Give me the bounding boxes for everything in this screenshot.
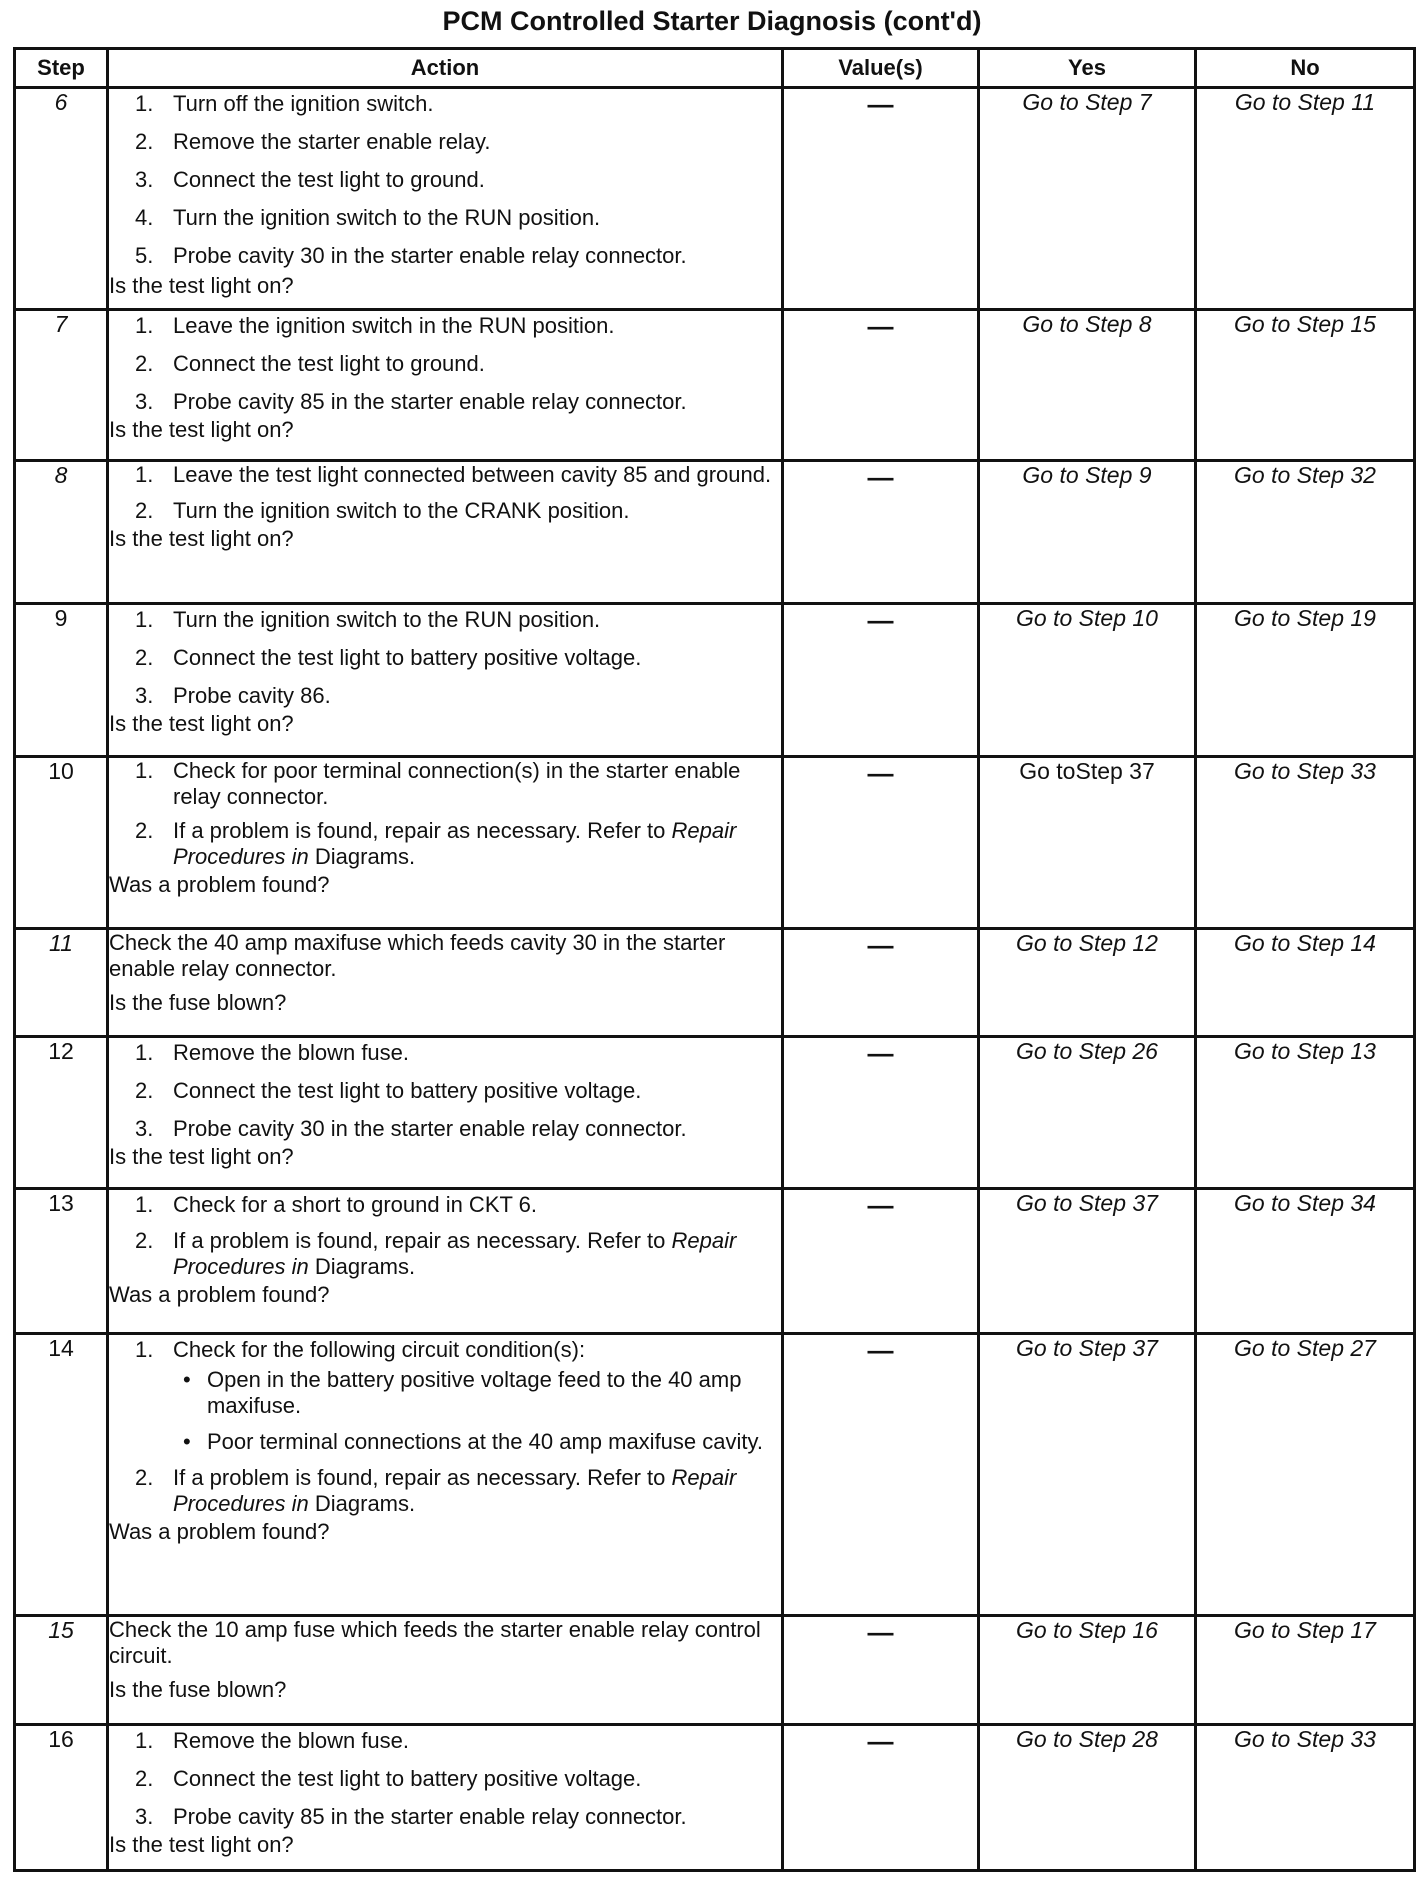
question-text: Was a problem found? [109,1519,330,1544]
table-row-step-8 [15,461,1415,604]
no-cell: Go to Step 33 [1196,1725,1415,1871]
value-cell: — [783,1037,979,1189]
step-number: 6 [15,88,108,310]
yes-cell: Go to Step 28 [979,1725,1196,1871]
list-item: 2. Remove the starter enable relay. [135,129,491,154]
table-header-row [15,49,1415,88]
table-row-step-11 [15,929,1415,1037]
action-cell [108,929,783,1037]
action-cell [108,757,783,929]
table-row-step-10 [15,757,1415,929]
yes-cell: Go to Step 12 [979,929,1196,1037]
no-cell: Go to Step 19 [1196,604,1415,757]
no-cell: Go to Step 17 [1196,1616,1415,1725]
action-cell [108,1616,783,1725]
reference-text: Repair Procedures in [173,1228,737,1279]
action-cell [108,1037,783,1189]
list-item: 2. If a problem is found, repair as necessary. Refer to Repair Procedures in Diagrams. [135,1228,737,1279]
value-cell: — [783,1189,979,1334]
question-text: Is the test light on? [109,1144,294,1169]
yes-cell: Go to Step 9 [979,461,1196,604]
list-item: 1. Remove the blown fuse. [135,1040,410,1065]
step-number: 7 [15,310,108,461]
no-cell: Go to Step 34 [1196,1189,1415,1334]
list-item: 1. Remove the blown fuse. [135,1728,410,1753]
yes-cell: Go to Step 16 [979,1616,1196,1725]
value-cell: — [783,604,979,757]
action-text: Check the 10 amp fuse which feeds the starter enable relay control circuit. [109,1617,761,1668]
value-cell: — [783,461,979,604]
no-cell: Go to Step 27 [1196,1334,1415,1616]
list-item: 3. Probe cavity 85 in the starter enable relay connector. [135,1804,687,1829]
action-list [109,89,781,271]
list-item: 1. Check for poor terminal connection(s) in the starter enable relay connector. [135,758,741,809]
table-row-step-15 [15,1616,1415,1725]
question-text: Is the test light on? [109,711,294,736]
header-no: No [1196,49,1415,88]
step-number: 12 [15,1037,108,1189]
action-cell [108,1334,783,1616]
action-list [109,605,781,711]
yes-cell: Go toStep 37 [979,757,1196,929]
action-list [109,1335,781,1517]
list-item: 3. Probe cavity 85 in the starter enable relay connector. [135,389,687,414]
table-row-step-13 [15,1189,1415,1334]
no-cell: Go to Step 13 [1196,1037,1415,1189]
list-item: 1. Leave the ignition switch in the RUN position. [135,313,615,338]
list-item: 2. Connect the test light to battery positive voltage. [135,1766,642,1791]
action-cell [108,604,783,757]
action-cell [108,1189,783,1334]
no-cell: Go to Step 32 [1196,461,1415,604]
value-cell: — [783,1616,979,1725]
reference-text: Repair Procedures in [173,818,737,869]
value-cell: — [783,88,979,310]
action-list [109,462,781,526]
action-list [109,1038,781,1144]
header-value: Value(s) [783,49,979,88]
value-cell: — [783,929,979,1037]
action-list [109,758,781,870]
question-text: Was a problem found? [109,1282,330,1307]
step-number: 13 [15,1189,108,1334]
step-number: 14 [15,1334,108,1616]
step-number: 15 [15,1616,108,1725]
list-item: 2. If a problem is found, repair as necessary. Refer to Repair Procedures in Diagrams. [135,818,737,869]
action-cell [108,461,783,604]
question-text: Was a problem found? [109,872,330,897]
action-list [109,311,781,417]
list-item: 3. Probe cavity 30 in the starter enable relay connector. [135,1116,687,1141]
yes-cell: Go to Step 8 [979,310,1196,461]
list-item: 1. Leave the test light connected between cavity 85 and ground. [135,462,772,487]
no-cell: Go to Step 33 [1196,757,1415,929]
table-row-step-12 [15,1037,1415,1189]
yes-cell: Go to Step 10 [979,604,1196,757]
list-item: 2. Turn the ignition switch to the CRANK position. [135,498,630,523]
step-number: 11 [15,929,108,1037]
question-text: Is the test light on? [109,273,294,298]
step-number: 16 [15,1725,108,1871]
action-list [109,1190,781,1280]
condition-list [173,1367,781,1455]
action-list [109,1726,781,1832]
yes-cell: Go to Step 7 [979,88,1196,310]
list-item: 2. Connect the test light to battery positive voltage. [135,1078,642,1103]
question-text: Is the fuse blown? [109,1677,287,1702]
value-cell: — [783,1334,979,1616]
step-number: 9 [15,604,108,757]
header-action: Action [108,49,783,88]
list-item: • Open in the battery positive voltage feed to the 40 amp maxifuse. [173,1367,781,1419]
list-item: 1. Turn the ignition switch to the RUN position. [135,607,601,632]
list-item: 4. Turn the ignition switch to the RUN position. [135,205,601,230]
page-title: PCM Controlled Starter Diagnosis (cont'd) [442,6,982,36]
yes-cell: Go to Step 26 [979,1037,1196,1189]
table-row-step-6 [15,88,1415,310]
yes-cell: Go to Step 37 [979,1189,1196,1334]
question-text: Is the fuse blown? [109,990,287,1015]
question-text: Is the test light on? [109,417,294,442]
list-item: 2. Connect the test light to battery positive voltage. [135,645,642,670]
list-item: 1. Check for the following circuit condition(s): • Open in the battery positive voltage feed to the 40 amp maxifuse. • Poor terminal connections at the 40 amp maxifuse cavity. [109,1335,781,1455]
no-cell: Go to Step 11 [1196,88,1415,310]
step-number: 8 [15,461,108,604]
header-yes: Yes [979,49,1196,88]
yes-cell: Go to Step 37 [979,1334,1196,1616]
step-number: 10 [15,757,108,929]
question-text: Is the test light on? [109,526,294,551]
list-item: 1. Turn off the ignition switch. [135,91,434,116]
list-item: 2. Connect the test light to ground. [135,351,485,376]
table-row-step-14 [15,1334,1415,1616]
list-item: • Poor terminal connections at the 40 amp maxifuse cavity. [173,1429,781,1455]
list-item: 3. Connect the test light to ground. [135,167,485,192]
list-item: 2. If a problem is found, repair as necessary. Refer to Repair Procedures in Diagrams. [135,1465,737,1516]
list-item: 3. Probe cavity 86. [135,683,331,708]
value-cell: — [783,757,979,929]
reference-text: Repair Procedures in [173,1465,737,1516]
no-cell: Go to Step 15 [1196,310,1415,461]
action-cell [108,88,783,310]
table-row-step-7 [15,310,1415,461]
value-cell: — [783,310,979,461]
action-cell [108,1725,783,1871]
header-step: Step [15,49,108,88]
value-cell: — [783,1725,979,1871]
table-row-step-16 [15,1725,1415,1871]
list-item: 1. Check for a short to ground in CKT 6. [135,1192,537,1217]
action-text: Check the 40 amp maxifuse which feeds cavity 30 in the starter enable relay connector. [109,930,726,981]
list-item: 5. Probe cavity 30 in the starter enable relay connector. [135,243,687,268]
action-cell [108,310,783,461]
no-cell: Go to Step 14 [1196,929,1415,1037]
table-row-step-9 [15,604,1415,757]
diagnosis-table [13,47,1416,1872]
question-text: Is the test light on? [109,1832,294,1857]
